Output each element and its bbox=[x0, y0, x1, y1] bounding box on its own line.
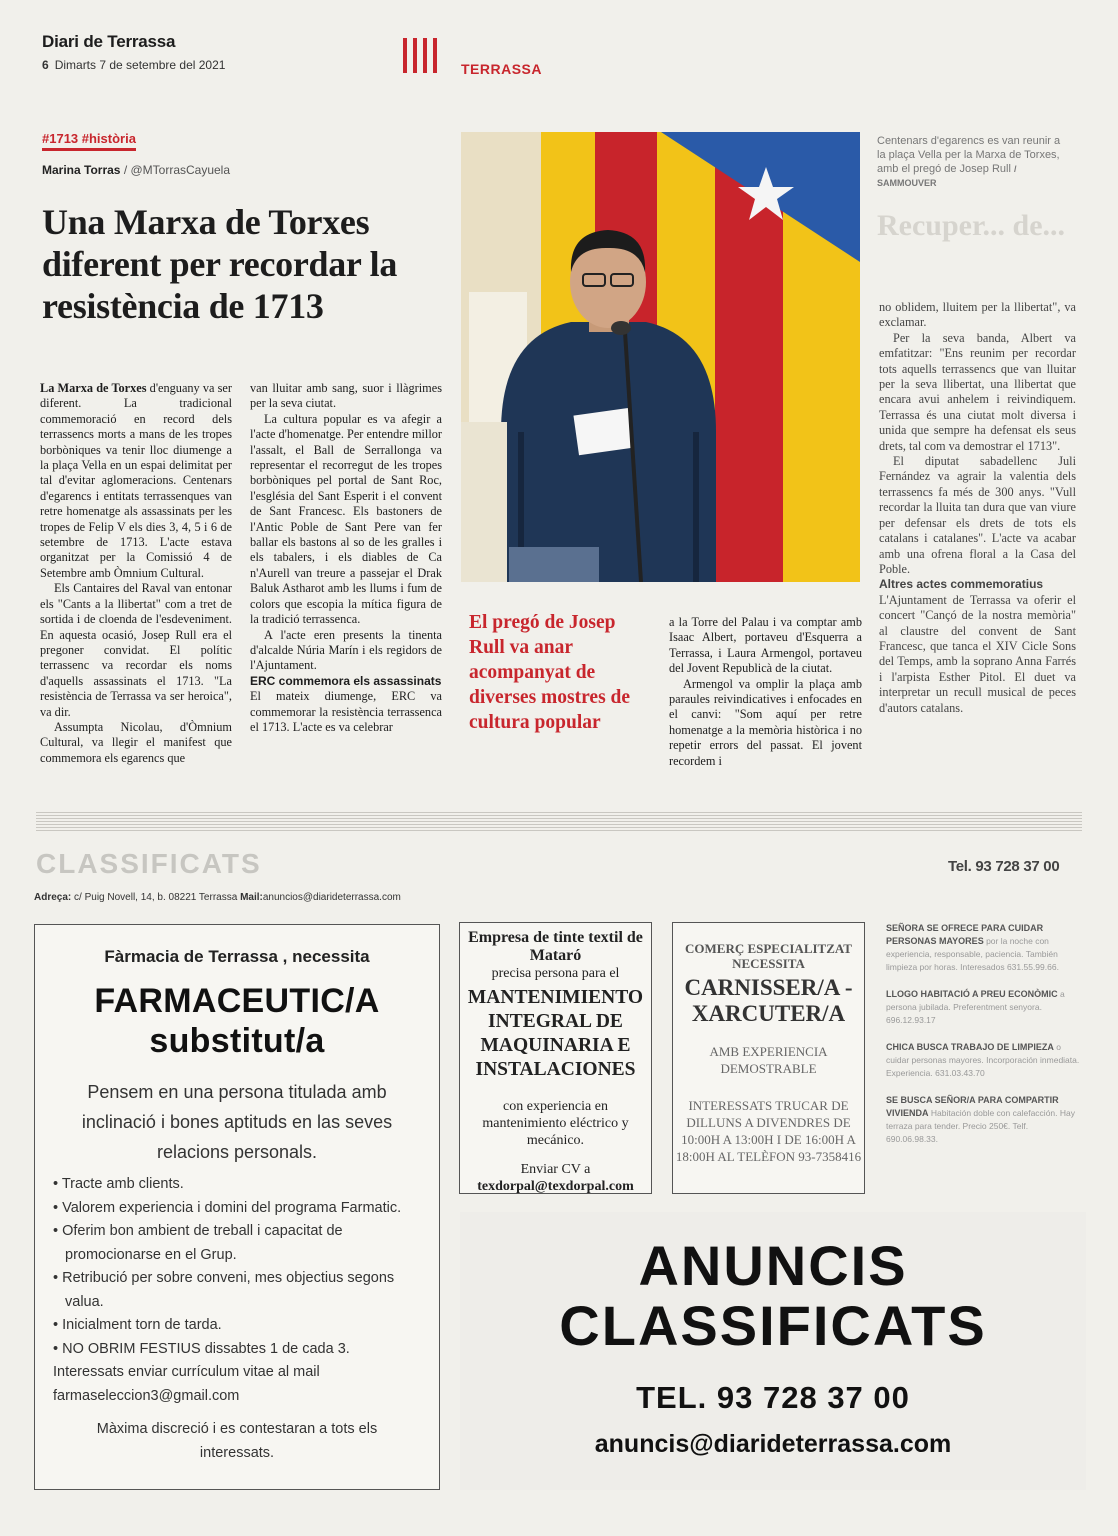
pharmacy-job-ad: Fàrmacia de Terrassa , necessita FARMACEUTIC/A substitut/a Pensem en una persona titulada amb inclinació i bones aptituds en las seves relacions personals. • Tracte amb clients. • Valorem experiencia i domini del programa Farmatic. • Oferim bon ambient de treball i capacitat de promocionarse en el Grup. • Retribució per sobre conveni, mes objectius segons valua. • Inicialment torn de tarda. • NO OBRIM FESTIUS dissabtes 1 de cada 3. Interessats enviar currículum vitae al mail farmaseleccion3@gmail.com Màxima discreció i es contestaran a tots els interessats. bbox=[34, 924, 440, 1490]
paragraph: a la Torre del Palau i va comptar amb Isaac Albert, portaveu d'Esquerra a Terrassa, i Laura Armengol, portaveu del Jovent Republicà de la ciutat. bbox=[669, 615, 862, 676]
paragraph: L'Ajuntament de Terrassa va oferir el concert "Cançó de la nostra memòria" al claustre del convent de Sant Francesc, que tanca el XIV Cicle Sons del Temps, amb la soprano Anna Farrés i l'arpista Esther Pitol. El duet va interpretar un recull musical de peces d'autors catalans. bbox=[879, 592, 1076, 715]
speaker-photo-illustration bbox=[461, 132, 860, 582]
house-ad-email[interactable]: anuncis@diarideterrassa.com bbox=[594, 1430, 952, 1458]
subheading: ERC commemora els assassinats bbox=[250, 673, 442, 688]
issue-line bbox=[42, 58, 225, 72]
list-item: • Retribució per sobre conveni, mes objectius segons valua. bbox=[53, 1270, 395, 1310]
classifieds-email[interactable]: anuncios@diarideterrassa.com bbox=[262, 892, 401, 903]
house-ad bbox=[460, 1212, 1086, 1490]
ad-role: MANTENIMIENTO INTEGRAL DE MAQUINARIA E INSTALACIONES bbox=[467, 987, 644, 1080]
section-name: TERRASSA bbox=[461, 61, 543, 77]
list-item: LLOGO HABITACIÓ A PREU ECONÒMIC a persona jubilada. Preferentment senyora. 696.12.93.17 bbox=[886, 989, 1065, 1025]
paragraph: Els Cantaires del Raval van entonar els "Cants a la llibertat" com a tret de sortida i de cloenda de l'esdeveniment. En aquesta ocasió, Josep Rull era el pregoner convidat. El polític terrassenc va recordar els noms d'aquells assassinats el 1713. "La resistència de Terrassa va ser heroica", va dir. bbox=[40, 581, 232, 719]
paragraph: La cultura popular es va afegir a l'acte d'homenatge. Per entendre millor l'assalt, el Ball de Serrallonga va representar el recorregut de les tropes borbòniques pel portal de Sant Roc, l'església del Sant Esperit i el convent de Sant Francesc. Els bastoners de l'Antic Poble de Sant Pere van fer ballar els bastons al so de les gralles i els tabalers, i els diables de Ca n'Aurell van treure a passejar el Drak Baluk Astharot amb les llums i fum de colors que escopia la mítica figura de la tradició terrassenca. bbox=[250, 411, 442, 627]
paragraph: Armengol va omplir la plaça amb paraules reivindicatives i enfocades en el canvi: "Som aquí per retre homenatge a la memòria històrica i no repetir errors del passat. El jovent recordem i bbox=[669, 676, 862, 768]
ad-role: FARMACEUTIC/A substitut/a bbox=[94, 982, 380, 1060]
small-ads-list bbox=[886, 922, 1080, 1160]
classifieds-address: Adreça: c/ Puig Novell, 14, b. 08221 Terrassa Mail:anuncios@diarideterrassa.com bbox=[34, 892, 401, 903]
section-bars-icon bbox=[403, 38, 443, 73]
classifieds-title: CLASSIFICATS bbox=[36, 848, 262, 879]
pull-quote: El pregó de Josep Rull va anar acompanyat de diverses mostres de cultura popular bbox=[469, 612, 631, 733]
masthead: Diari de Terrassa bbox=[42, 32, 176, 51]
article-column-4 bbox=[669, 615, 862, 769]
ad-email[interactable]: texdorpal@texdorpal.com bbox=[477, 1179, 634, 1194]
classifieds-phone[interactable]: Tel. 93 728 37 00 bbox=[948, 858, 1060, 875]
issue-date: Dimarts 7 de setembre del 2021 bbox=[54, 58, 226, 72]
photo-credit: / SAMMOUVER bbox=[877, 164, 1017, 188]
article-column-1 bbox=[40, 381, 232, 766]
author-name: Marina Torras bbox=[42, 163, 121, 177]
paragraph: Per la seva banda, Albert va emfatitzar: "Ens reunim per recordar tots aquells terrassencs que van lluitar per la seva llibertat, una llibertat que encara avui anhelem i reivindiquem. Terrassa és una ciutat molt diversa i unida que sempre ha defensat els seus drets, tal com va demostrar el 1713". bbox=[879, 330, 1076, 453]
page-number: 6 bbox=[42, 58, 49, 72]
ad-role: CARNISSER/A - XARCUTER/A bbox=[684, 975, 853, 1026]
butcher-job-ad: COMERÇ ESPECIALITZAT NECESSITA CARNISSER/A - XARCUTER/A AMB EXPERIENCIA DEMOSTRABLE INTERESSATS TRUCAR DE DILLUNS A DIVENDRES DE 10:00H A 13:00H I DE 16:00H A 18:00H AL TELÈFON 93-7358416 bbox=[672, 922, 865, 1194]
bleed-through-text: Recuper... de... bbox=[877, 209, 1066, 242]
paragraph: El mateix diumenge, ERC va commemorar la resistència terrassenca el 1713. L'acte es va celebrar bbox=[250, 689, 442, 734]
section-divider bbox=[36, 812, 1082, 832]
list-item: • Valorem experiencia i domini del programa Farmatic. bbox=[53, 1199, 402, 1216]
paragraph: van lluitar amb sang, suor i llàgrimes per la seva ciutat. bbox=[250, 381, 442, 411]
list-item: • Tracte amb clients. bbox=[53, 1176, 184, 1192]
paragraph: El diputat sabadellenc Juli Fernández va agrair la valentia dels terrassencs fa més de 300 anys. "Vull recordar la lluita tan dura que van viure per defensar els drets de tots els catalans i catalanes". L'acte va acabar amb una ofrena floral a la Casa del Poble. bbox=[879, 454, 1076, 576]
house-ad-title: ANUNCIS CLASSIFICATS bbox=[559, 1234, 987, 1357]
photo-caption: Centenars d'egarencs es van reunir a la plaça Vella per la Marxa de Torxes, amb el pregó de Josep Rull / SAMMOUVER bbox=[877, 135, 1061, 188]
article-headline: Una Marxa de Torxes diferent per recordar la resistència de 1713 bbox=[42, 202, 398, 326]
house-ad-phone[interactable]: TEL. 93 728 37 00 bbox=[636, 1380, 910, 1415]
lead-in: La Marxa de Torxes bbox=[40, 381, 147, 395]
paragraph: A l'acte eren presents la tinenta d'alcalde Núria Marín i els regidors de l'Ajuntament. bbox=[250, 627, 442, 673]
list-item: • NO OBRIM FESTIUS dissabtes 1 de cada 3. bbox=[53, 1340, 350, 1357]
list-item: SEÑORA SE OFRECE PARA CUIDAR PERSONAS MAYORES por la noche con experiencia, responsable, paciencia. También limpieza por horas. Interesados 631.55.99.66. bbox=[886, 923, 1059, 972]
subheading: Altres actes commemoratius bbox=[879, 577, 1044, 592]
paragraph: La Marxa de Torxes d'enguany va ser diferent. La tradicional commemoració en record dels terrassencs morts a mans de les tropes borbòniques va tenir lloc diumenge a la plaça Vella en un espai delimitat per tal d'evitar aglomeracions. Centenars d'egarencs i entitats terrassenques van retre homenatge als assassinats per les tropes de Felip V els dies 3, 4, 5 i 6 de setembre de 1713. L'acte estava organitzat per la Comissió 4 de Setembre amb Òmnium Cultural. bbox=[40, 381, 232, 580]
article-photo bbox=[461, 132, 860, 582]
list-item: • Inicialment torn de tarda. bbox=[53, 1317, 222, 1333]
list-item: CHICA BUSCA TRABAJO DE LIMPIEZA o cuidar personas mayores. Incorporación inmediata. Experiencia. 631.03.43.70 bbox=[886, 1042, 1080, 1078]
list-item: • Oferim bon ambient de treball i capacitat de promocionarse en el Grup. bbox=[53, 1223, 343, 1263]
paragraph: no oblidem, lluitem per la llibertat", va exclamar. bbox=[879, 300, 1076, 330]
article-column-2 bbox=[250, 381, 442, 735]
textile-job-ad: Empresa de tinte textil de Mataró precisa persona para el MANTENIMIENTO INTEGRAL DE MAQUINARIA E INSTALACIONES con experiencia en mantenimiento eléctrico y mecánico. Enviar CV a texdorpal@texdorpal.com bbox=[459, 922, 652, 1194]
list-item: SE BUSCA SEÑOR/A PARA COMPARTIR VIVIENDA Habitación doble con calefacción. Hay terraza para tender. Precio 250€. Telf. 690.06.98.33. bbox=[886, 1095, 1075, 1144]
byline bbox=[42, 163, 230, 177]
article-column-5 bbox=[879, 300, 1076, 716]
ad-bullets bbox=[35, 1173, 439, 1361]
paragraph: Assumpta Nicolau, d'Òmnium Cultural, va llegir el manifest que commemora els egarencs que bbox=[40, 719, 232, 765]
article-tag[interactable]: #1713 #història bbox=[42, 131, 136, 151]
author-handle[interactable]: / @MTorrasCayuela bbox=[123, 163, 231, 177]
ad-contact[interactable]: Interessats enviar currículum vitae al mail farmaseleccion3@gmail.com bbox=[53, 1364, 320, 1404]
